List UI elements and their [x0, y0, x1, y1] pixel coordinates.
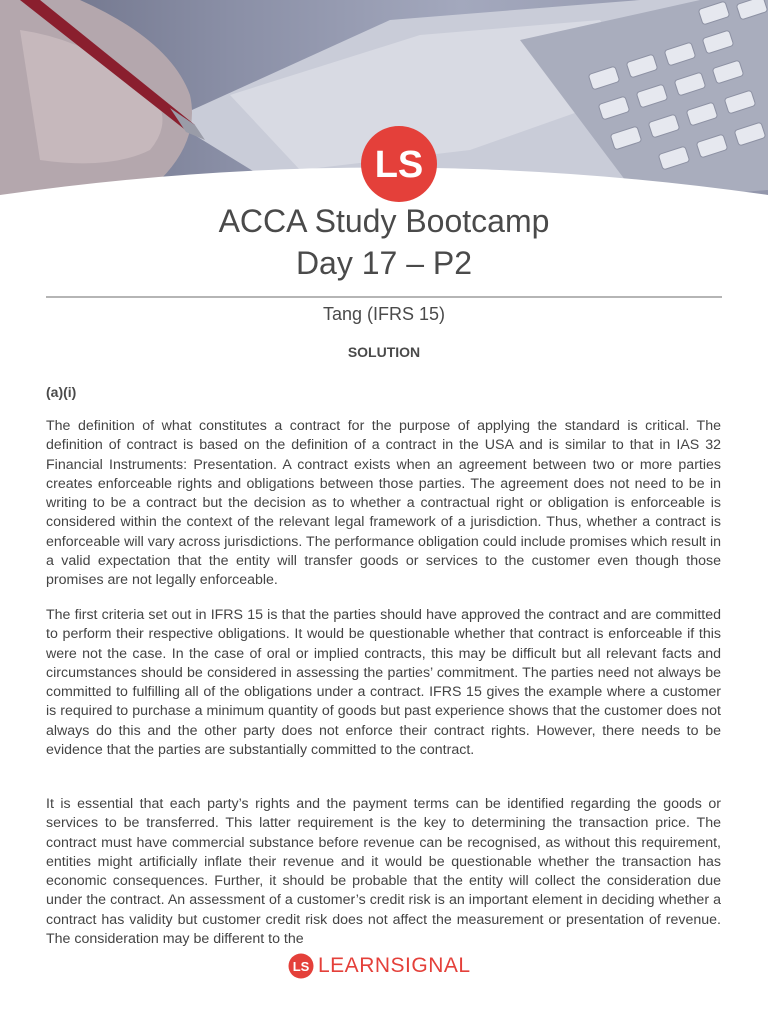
- solution-heading: SOLUTION: [347, 344, 421, 360]
- body-paragraph-3: It is essential that each party’s rights and the payment terms can be identified regarding the goods or services to be transferred. This latter requirement is the key to determining the transaction price. The contract must have commercial substance before revenue can be recognised, as without this requirement, entities might artificially inflate their revenue and it would be questionable whether the transaction has economic consequences. Further, it should be probable that the entity will collect the consideration due under the contract. An assessment of a customer’s credit risk is an important element in deciding whether a contract has validity but customer credit risk does not affect the measurement or presentation of revenue. The consideration may be different to the: [46, 796, 721, 948]
- footer-wordmark: [318, 954, 471, 978]
- body-paragraph-1: The definition of what constitutes a contract for the purpose of applying the standard is critical. The definition of contract is based on the definition of a contract in the USA and is similar to that in IAS 32 Financial Instruments: Presentation. A contract exists when an agreement between two or more parties creates enforceable rights and obligations between those parties. The agreement does not need to be in writing to be a contract but the decision as to whether a contractual right or obligation is enforceable is considered within the context of the relevant legal framework of a jurisdiction. Thus, whether a contract is enforceable will vary across jurisdictions. The performance obligation could include promises which result in a valid expectation that the entity will transfer goods or services to the customer even though those promises are not legally enforceable.: [46, 418, 721, 589]
- footer-logo: [288, 952, 471, 980]
- body-paragraph-2: The first criteria set out in IFRS 15 is that the parties should have approved the contract and are committed to perform their respective obligations. It would be questionable whether that contract is enforceable if this were not the case. In the case of oral or implied contracts, this may be difficult but all relevant facts and circumstances should be considered in assessing the parties’ commitment. The parties need not always be committed to fulfilling all of the obligations under a contract. IFRS 15 gives the example where a customer is required to purchase a minimum quantity of goods but past experience shows that the customer does not always do this and the other party does not enforce their contract rights. However, there needs to be evidence that the parties are substantially committed to the contract.: [46, 607, 721, 759]
- footer-signal-text: SIGNAL: [390, 954, 471, 977]
- section-label: (a)(i): [46, 384, 77, 400]
- title-line-2: Day 17 – P2: [295, 245, 473, 281]
- footer-learn-text: LEARN: [318, 954, 391, 977]
- document-subtitle: Tang (IFRS 15): [322, 304, 446, 324]
- svg-text:LS: LS: [292, 959, 310, 974]
- brand-logo: [360, 125, 438, 203]
- brand-logo-text: LS: [374, 144, 424, 186]
- footer-logo-icon: [288, 953, 314, 979]
- title-divider: [46, 296, 722, 298]
- document-title: [0, 200, 768, 284]
- title-line-1: ACCA Study Bootcamp: [218, 203, 550, 239]
